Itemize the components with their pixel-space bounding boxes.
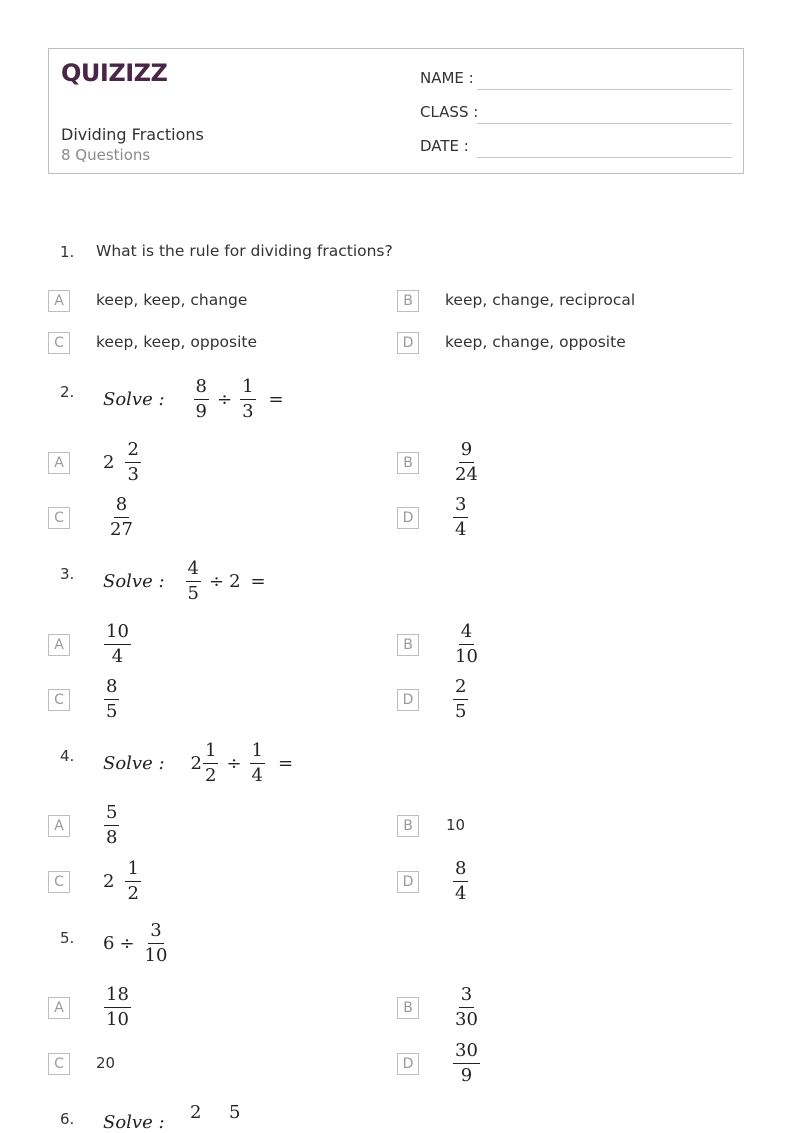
class-label: CLASS : [420,103,479,121]
question-count: 8 Questions [61,146,151,164]
quizizz-logo: QUIZIZZ [61,59,168,87]
question-5-number: 5. [60,929,75,947]
q3-option-b-box[interactable]: B [397,634,419,656]
q3-option-c-value: $\frac{8}{5}$ [106,676,118,722]
q4-option-d-box[interactable]: D [397,871,419,893]
q2-option-d-box[interactable]: D [397,507,419,529]
q1-option-d-text: keep, change, opposite [445,333,626,351]
q4-fraction-2: $\frac{1}{4}$ [251,740,263,786]
worksheet-title: Dividing Fractions [61,125,204,144]
q2-prompt: Solve : [103,389,165,410]
q6-prompt: Solve : [103,1112,165,1133]
q2-fraction-1: $\frac{8}{9}$ [195,376,207,422]
question-6-number: 6. [60,1110,75,1128]
q2-option-c-box[interactable]: C [48,507,70,529]
q5-option-d-box[interactable]: D [397,1053,419,1075]
q1-option-b-box[interactable]: B [397,290,419,312]
q1-option-c-text: keep, keep, opposite [96,333,258,351]
q5-option-b-value: $\frac{3}{30}$ [455,984,478,1030]
q6-numerator-1: 2 [190,1102,202,1123]
q4-option-c-value: 2 $\frac{1}{2}$ [103,858,139,904]
q3-option-b-value: $\frac{4}{10}$ [455,621,478,667]
question-4-number: 4. [60,747,75,765]
q3-fraction-1: $\frac{4}{5}$ [187,558,199,604]
q2-option-c-value: $\frac{8}{27}$ [110,494,133,540]
q1-option-d-box[interactable]: D [397,332,419,354]
question-3-number: 3. [60,565,75,583]
q5-option-a-box[interactable]: A [48,997,70,1019]
name-line [477,89,732,90]
date-line [477,157,732,158]
q4-fraction-1: $\frac{1}{2}$ [205,740,217,786]
question-1-number: 1. [60,243,75,261]
question-2-number: 2. [60,383,75,401]
class-line [477,123,732,124]
q2-option-b-value: $\frac{9}{24}$ [455,439,478,485]
q1-option-b-text: keep, change, reciprocal [445,291,636,309]
q5-option-d-value: $\frac{30}{9}$ [455,1040,478,1086]
q5-option-b-box[interactable]: B [397,997,419,1019]
q4-prompt: Solve : [103,753,165,774]
q5-option-a-value: $\frac{18}{10}$ [106,984,129,1030]
q2-fraction-2: $\frac{1}{3}$ [242,376,254,422]
date-label: DATE : [420,137,469,155]
q3-option-a-value: $\frac{10}{4}$ [106,621,129,667]
question-3-expression: Solve : $\frac{4}{5}$ ÷ 2 = [103,558,266,604]
question-2-expression: Solve : $\frac{8}{9}$ ÷ $\frac{1}{3}$ = [103,376,284,422]
q5-fraction: $\frac{3}{10}$ [144,920,168,966]
q4-option-a-value: $\frac{5}{8}$ [106,802,118,848]
q4-option-b-box[interactable]: B [397,815,419,837]
q4-option-b-text: 10 [446,816,466,834]
q3-prompt: Solve : [103,571,165,592]
question-1-text: What is the rule for dividing fractions? [96,242,393,260]
worksheet-header [48,48,744,174]
q5-option-c-box[interactable]: C [48,1053,70,1075]
q3-option-a-box[interactable]: A [48,634,70,656]
q3-option-d-value: $\frac{2}{5}$ [455,676,467,722]
q6-numerator-2: 5 [229,1102,241,1123]
q2-option-b-box[interactable]: B [397,452,419,474]
q1-option-a-text: keep, keep, change [96,291,248,309]
q4-option-a-box[interactable]: A [48,815,70,837]
q2-option-a-value: 2 $\frac{2}{3}$ [103,439,139,485]
q3-option-d-box[interactable]: D [397,689,419,711]
q1-option-a-box[interactable]: A [48,290,70,312]
question-4-expression: Solve : 2 $\frac{1}{2}$ ÷ $\frac{1}{4}$ = [103,740,294,786]
name-label: NAME : [420,69,474,87]
q2-option-d-value: $\frac{3}{4}$ [455,494,467,540]
q4-option-c-box[interactable]: C [48,871,70,893]
q4-option-d-value: $\frac{8}{4}$ [455,858,467,904]
q5-option-c-text: 20 [96,1054,116,1072]
q3-option-c-box[interactable]: C [48,689,70,711]
question-5-expression: 6 ÷ $\frac{3}{10}$ [103,920,168,966]
q1-option-c-box[interactable]: C [48,332,70,354]
q2-option-a-box[interactable]: A [48,452,70,474]
